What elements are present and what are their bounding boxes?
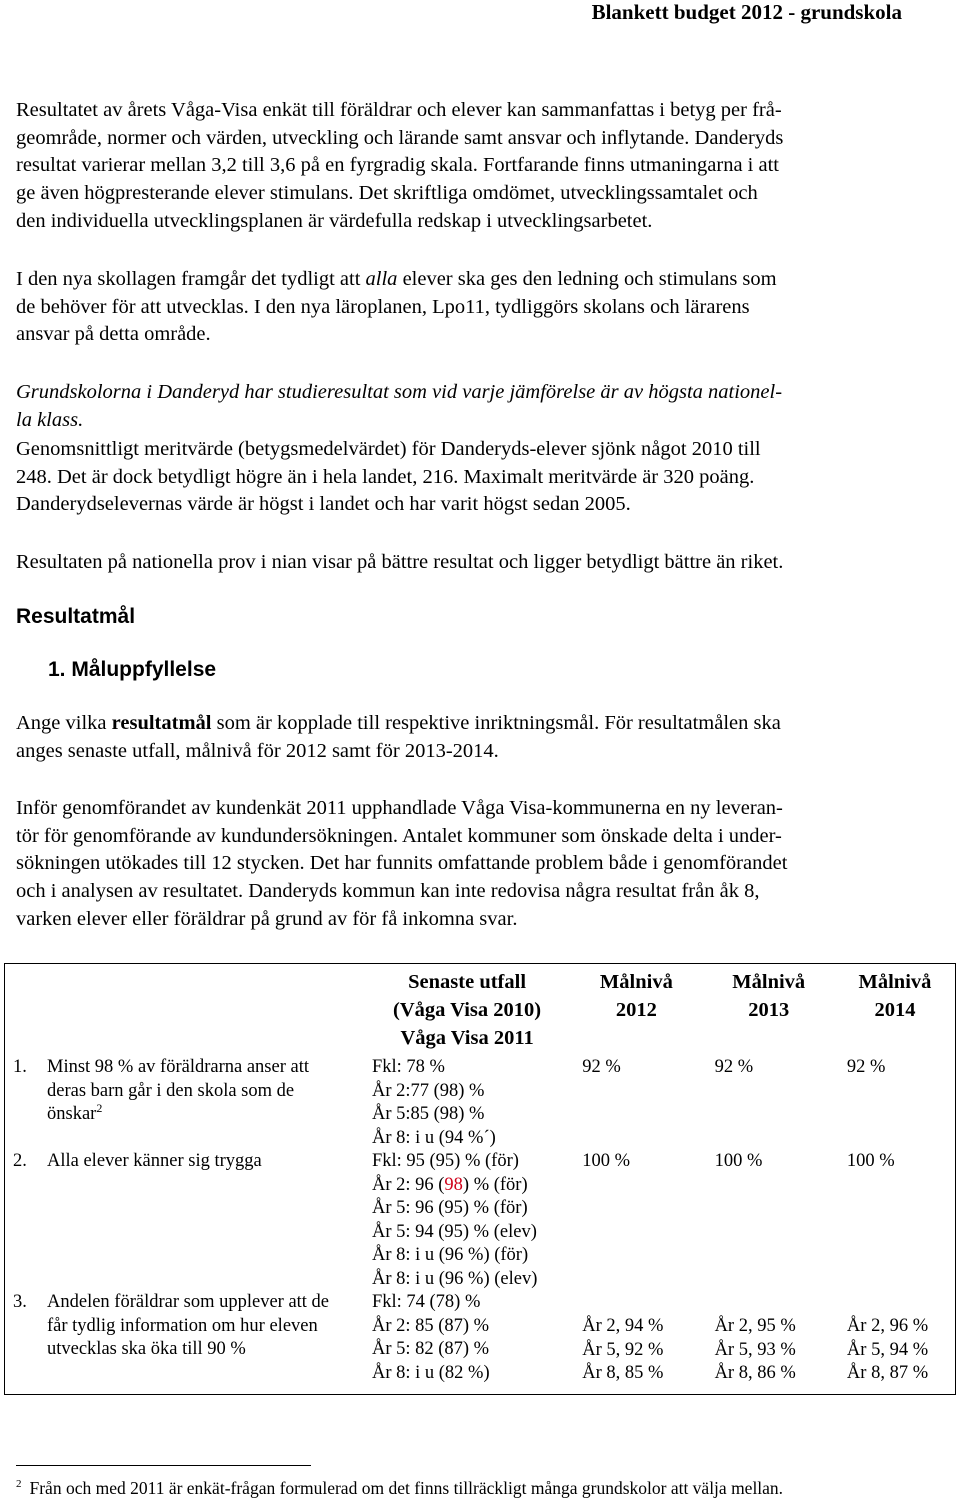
header-target-2014 <box>835 964 956 1053</box>
footnote-text: Från och med 2011 är enkät-frågan formulerad om det finns tillräckligt många grundskolor att välja mellan. <box>29 1478 784 1498</box>
meritvarde-paragraph <box>16 436 942 519</box>
nationella-prov-line: Resultaten på nationella prov i nian visar på bättre resultat och ligger betydligt bättre än riket. <box>16 551 784 573</box>
table-row <box>5 1150 956 1291</box>
table-row <box>5 1291 956 1394</box>
latest-value: Fkl: 95 (95) % (för) <box>371 1151 519 1171</box>
skollag-paragraph <box>16 266 942 349</box>
header-2014-line-1: Målnivå <box>858 971 932 993</box>
table-row <box>5 1052 956 1150</box>
goal-number: 3. <box>13 1292 27 1312</box>
footnote-divider <box>16 1465 311 1466</box>
meritvarde-line-3: Danderydselevernas värde är högst i landet och har varit högst sedan 2005. <box>16 493 631 516</box>
target-2014-cell <box>835 1150 956 1291</box>
kundenkat-line-4: och i analysen av resultatet. Danderyds kommun kan inte redovisa några resultat från åk 8, <box>16 880 760 903</box>
header-2013-line-2: 2013 <box>748 999 790 1021</box>
goal-text: Alla elever känner sig trygga <box>47 1151 262 1171</box>
latest-value: År 5: 96 (95) % (för) <box>371 1198 528 1218</box>
target-2012-cell <box>570 1150 702 1291</box>
header-latest-line-1: Senaste utfall <box>408 971 527 993</box>
target-2013-cell <box>703 1150 835 1291</box>
header-target-2012 <box>570 964 702 1053</box>
kundenkat-line-3: sökningen utökades till 12 stycken. Det har funnits omfattande problem både i genomförandet <box>16 852 788 875</box>
highlighted-value: 98 <box>444 1174 463 1195</box>
table-header-row <box>5 964 956 1053</box>
latest-value-end: ) % (för) <box>462 1174 528 1195</box>
latest-value-highlighted <box>372 1174 570 1198</box>
emphasis-resultatmal: resultatmål <box>111 712 212 734</box>
footnote <box>16 1476 783 1500</box>
instruction-line-1 <box>16 710 942 738</box>
instruction-paragraph <box>16 710 942 765</box>
latest-value: År 2: 85 (87) % <box>371 1315 490 1336</box>
studieresultat-line-1: Grundskolorna i Danderyd har studieresultat som vid varje jämförelse är av högsta nationel- <box>16 381 783 403</box>
target-2012-cell <box>570 1291 702 1394</box>
header-latest-result <box>364 964 570 1053</box>
instruction-line-2: anges senaste utfall, målnivå för 2012 samt för 2013-2014. <box>16 739 499 762</box>
header-2012-line-1: Målnivå <box>599 971 673 993</box>
latest-value-start: År 2: 96 ( <box>371 1174 445 1195</box>
kundenkat-paragraph <box>16 795 942 934</box>
footnote-marker: 2 <box>16 1478 22 1491</box>
kundenkat-line-1: Inför genomförandet av kundenkät 2011 upphandlade Våga Visa-kommunerna en ny leveran- <box>16 797 783 819</box>
target-value: År 2, 95 % <box>714 1316 796 1336</box>
meritvarde-line-1: Genomsnittligt meritvärde (betygsmedelvärdet) för Danderyds-elever sjönk något 2010 till <box>16 438 761 460</box>
subsection-heading-maluppfyllelse: 1. Måluppfyllelse <box>48 658 217 681</box>
latest-result-cell <box>364 1052 570 1150</box>
target-value: År 5, 92 % <box>582 1339 664 1360</box>
target-2014-cell <box>835 1052 956 1150</box>
target-value: 100 % <box>714 1151 763 1171</box>
kundenkat-line-2: tör för genomförande av kundundersökningen. Antalet kommuner som önskade delta i under- <box>16 824 782 847</box>
goal-text: Andelen föräldrar som upplever att de får tydlig information om hur eleven utvecklas ska öka till 90 % <box>47 1292 330 1359</box>
skollag-line-1 <box>16 266 942 294</box>
latest-result-cell <box>364 1291 570 1394</box>
nationella-prov-paragraph <box>16 549 942 577</box>
intro-line-5: den individuella utvecklingsplanen är värdefulla redskap i utvecklingsarbetet. <box>16 209 653 232</box>
kundenkat-line-5: varken elever eller föräldrar på grund av för få inkomna svar. <box>16 907 518 930</box>
intro-line-4: ge även högpresterande elever stimulans. Det skriftliga omdömet, utvecklingssamtalet och <box>16 182 758 205</box>
section-heading-resultatmal: Resultatmål <box>16 605 136 628</box>
target-2014-cell <box>835 1291 956 1394</box>
footnote-reference: 2 <box>96 1100 103 1115</box>
target-value: 100 % <box>846 1151 895 1171</box>
latest-result-cell <box>364 1150 570 1291</box>
goal-cell <box>5 1150 364 1291</box>
studieresultat-paragraph <box>16 379 942 434</box>
page-header-title: Blankett budget 2012 - grundskola <box>591 0 902 24</box>
goal-text <box>47 1056 347 1127</box>
target-value: År 8, 85 % <box>582 1363 664 1383</box>
skollag-line-2: de behöver för att utvecklas. I den nya läroplanen, Lpo11, tydliggörs skolans och lärarens <box>16 295 750 318</box>
target-value: År 8, 86 % <box>714 1363 796 1383</box>
target-2013-cell <box>703 1052 835 1150</box>
intro-line-1: Resultatet av årets Våga-Visa enkät till föräldrar och elever kan sammanfattas i betyg per frå- <box>16 99 782 121</box>
latest-value: År 2:77 (98) % <box>371 1080 485 1101</box>
header-2013-line-1: Målnivå <box>732 971 806 993</box>
latest-value: År 5: 94 (95) % (elev) <box>371 1221 537 1242</box>
latest-value: År 8: i u (96 %) (för) <box>371 1245 529 1265</box>
target-value: År 5, 94 % <box>846 1339 929 1360</box>
goal-cell <box>5 1052 364 1150</box>
target-value: 92 % <box>846 1057 886 1077</box>
goal-cell <box>5 1291 364 1394</box>
latest-value: År 5: 82 (87) % <box>371 1339 490 1359</box>
target-value: År 2, 96 % <box>846 1316 929 1336</box>
skollag-line-1-end: elever ska ges den ledning och stimulans som <box>397 268 777 290</box>
latest-value: År 8: i u (96 %) (elev) <box>371 1268 538 1289</box>
latest-value: År 5:85 (98) % <box>371 1104 485 1124</box>
meritvarde-line-2: 248. Det är dock betydligt högre än i hela landet, 216. Maximalt meritvärde är 320 poäng. <box>16 465 755 488</box>
studieresultat-line-2: la klass. <box>16 408 84 431</box>
latest-value: Fkl: 74 (78) % <box>371 1292 481 1312</box>
header-latest-line-2: (Våga Visa 2010) <box>393 999 542 1021</box>
target-value: 92 % <box>582 1057 621 1077</box>
emphasis-alla: alla <box>365 268 398 290</box>
skollag-line-1-start: I den nya skollagen framgår det tydligt att <box>16 268 366 290</box>
latest-value: Fkl: 78 % <box>371 1057 445 1077</box>
target-value: 100 % <box>582 1151 630 1171</box>
latest-value: År 8: i u (82 %) <box>371 1362 490 1383</box>
instruction-line-1-start: Ange vilka <box>16 712 112 734</box>
goal-text-content: Minst 98 % av föräldrarna anser att deras barn går i den skola som de önskar <box>47 1057 309 1124</box>
target-value: 92 % <box>714 1057 754 1077</box>
goal-number: 2. <box>13 1151 27 1171</box>
skollag-line-3: ansvar på detta område. <box>16 323 211 346</box>
latest-value: År 8: i u (94 %´) <box>371 1127 496 1148</box>
header-target-2013 <box>703 964 835 1053</box>
target-2013-cell <box>703 1291 835 1394</box>
header-2014-line-2: 2014 <box>874 999 916 1021</box>
goal-number: 1. <box>13 1057 27 1077</box>
intro-line-2: geområde, normer och värden, utveckling och lärande samt ansvar och inflytande. Danderyds <box>16 126 784 149</box>
intro-line-3: resultat varierar mellan 3,2 till 3,6 på en fyrgradig skala. Fortfarande finns utmaningarna i att <box>16 154 779 177</box>
goals-table <box>4 963 956 1395</box>
target-value: År 5, 93 % <box>714 1339 796 1360</box>
header-goal-cell <box>5 964 364 1053</box>
target-2012-cell <box>570 1052 702 1150</box>
intro-paragraph <box>16 97 942 236</box>
target-value: År 8, 87 % <box>846 1363 929 1383</box>
target-value: År 2, 94 % <box>582 1316 664 1336</box>
instruction-line-1-end: som är kopplade till respektive inriktningsmål. För resultatmålen ska <box>211 712 781 734</box>
header-2012-line-2: 2012 <box>615 999 657 1021</box>
header-latest-line-3: Våga Visa 2011 <box>400 1027 534 1049</box>
